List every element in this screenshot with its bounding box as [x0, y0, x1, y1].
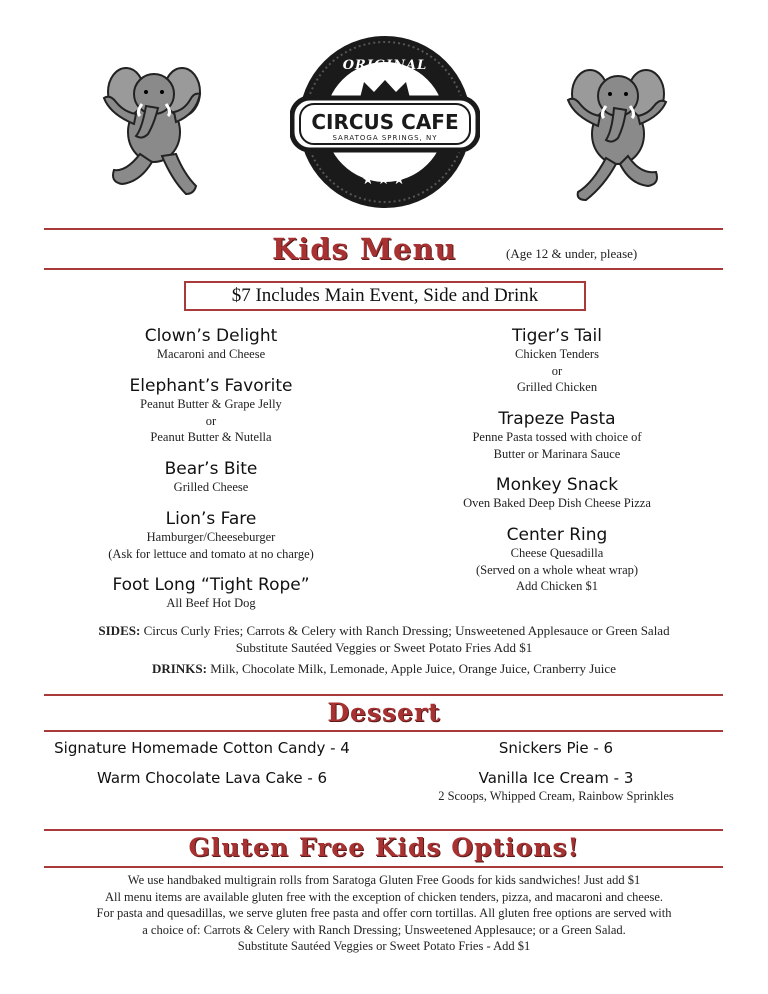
gf-line: Substitute Sautéed Veggies or Sweet Potato Fries - Add $1: [237, 939, 531, 953]
gluten-free-title: Gluten Free Kids Options!: [188, 833, 580, 862]
logo: [290, 30, 480, 210]
sides-line: [0, 622, 768, 640]
menu-item: Clown’s Delight Macaroni and Cheese: [144, 326, 278, 361]
gf-line: We use handbaked multigrain rolls from Saratoga Gluten Free Goods for kids sandwiches! Just add $1: [127, 873, 641, 887]
menu-item: Center Ring Cheese Quesadilla (Served on a whole wheat wrap) Add Chicken $1: [475, 525, 639, 593]
dessert-title: Dessert: [327, 698, 441, 727]
menu-item: Lion’s Fare Hamburger/Cheeseburger (Ask for lettuce and tomato at no charge): [108, 509, 314, 561]
sides-label: SIDES:: [98, 623, 141, 638]
menu-item: Foot Long “Tight Rope” All Beef Hot Dog: [112, 575, 310, 610]
gf-line: For pasta and quesadillas, we serve gluten free pasta and offer corn tortillas. All gluten free options are served with: [96, 906, 672, 920]
menu-item: Elephant’s Favorite Peanut Butter & Grape Jelly or Peanut Butter & Nutella: [129, 376, 293, 444]
sides-extra: Substitute Sautéed Veggies or Sweet Potato Fries Add $1: [235, 640, 533, 655]
divider-top: [44, 228, 723, 230]
dessert-note: 2 Scoops, Whipped Cream, Rainbow Sprinkles: [438, 789, 674, 803]
drinks-label: DRINKS:: [152, 661, 207, 676]
logo-top-text: ORIGINAL: [342, 58, 428, 73]
gf-line: a choice of: Carrots & Celery with Ranch Dressing; Unsweetened Applesauce; or a Green Salad.: [142, 923, 626, 937]
kids-menu-subtitle: (Age 12 & under, please): [506, 246, 638, 261]
price-banner-text: $7 Includes Main Event, Side and Drink: [231, 285, 539, 306]
divider-dessert-top: [44, 694, 723, 696]
logo-location: SARATOGA SPRINGS, NY: [332, 134, 438, 142]
dessert-item: Signature Homemade Cotton Candy - 4: [54, 739, 350, 757]
sides-text: Circus Curly Fries; Carrots & Celery with Ranch Dressing; Unsweetened Applesauce or Green Salad: [140, 623, 670, 638]
price-banner: [184, 281, 586, 311]
dessert-item: Snickers Pie - 6: [498, 739, 614, 757]
dessert-item: Warm Chocolate Lava Cake - 6: [96, 769, 328, 787]
divider-kids: [44, 268, 723, 270]
menu-item: Monkey Snack Oven Baked Deep Dish Cheese Pizza: [463, 475, 651, 510]
logo-name: CIRCUS CAFE: [311, 110, 459, 134]
divider-gf-top: [44, 829, 723, 831]
crown-icon: [358, 78, 412, 100]
gf-line: All menu items are available gluten free with the exception of chicken tenders, pizza, and macaroni and cheese.: [104, 890, 664, 904]
menu-item: Trapeze Pasta Penne Pasta tossed with choice of Butter or Marinara Sauce: [472, 409, 642, 461]
menu-item: Tiger’s Tail Chicken Tenders or Grilled Chicken: [512, 326, 602, 394]
menu-item: Bear’s Bite Grilled Cheese: [164, 459, 258, 494]
drinks-text: Milk, Chocolate Milk, Lemonade, Apple Juice, Orange Juice, Cranberry Juice: [206, 661, 616, 676]
drinks-line: [0, 660, 768, 678]
divider-gf-bottom: [44, 866, 723, 868]
elephant-left-icon: [96, 54, 212, 204]
elephant-right-icon: [560, 56, 676, 206]
kids-menu-title: Kids Menu: [272, 232, 457, 266]
star-icon: ★★★: [361, 173, 409, 188]
divider-dessert-bottom: [44, 730, 723, 732]
dessert-item: Vanilla Ice Cream - 3: [478, 769, 634, 787]
